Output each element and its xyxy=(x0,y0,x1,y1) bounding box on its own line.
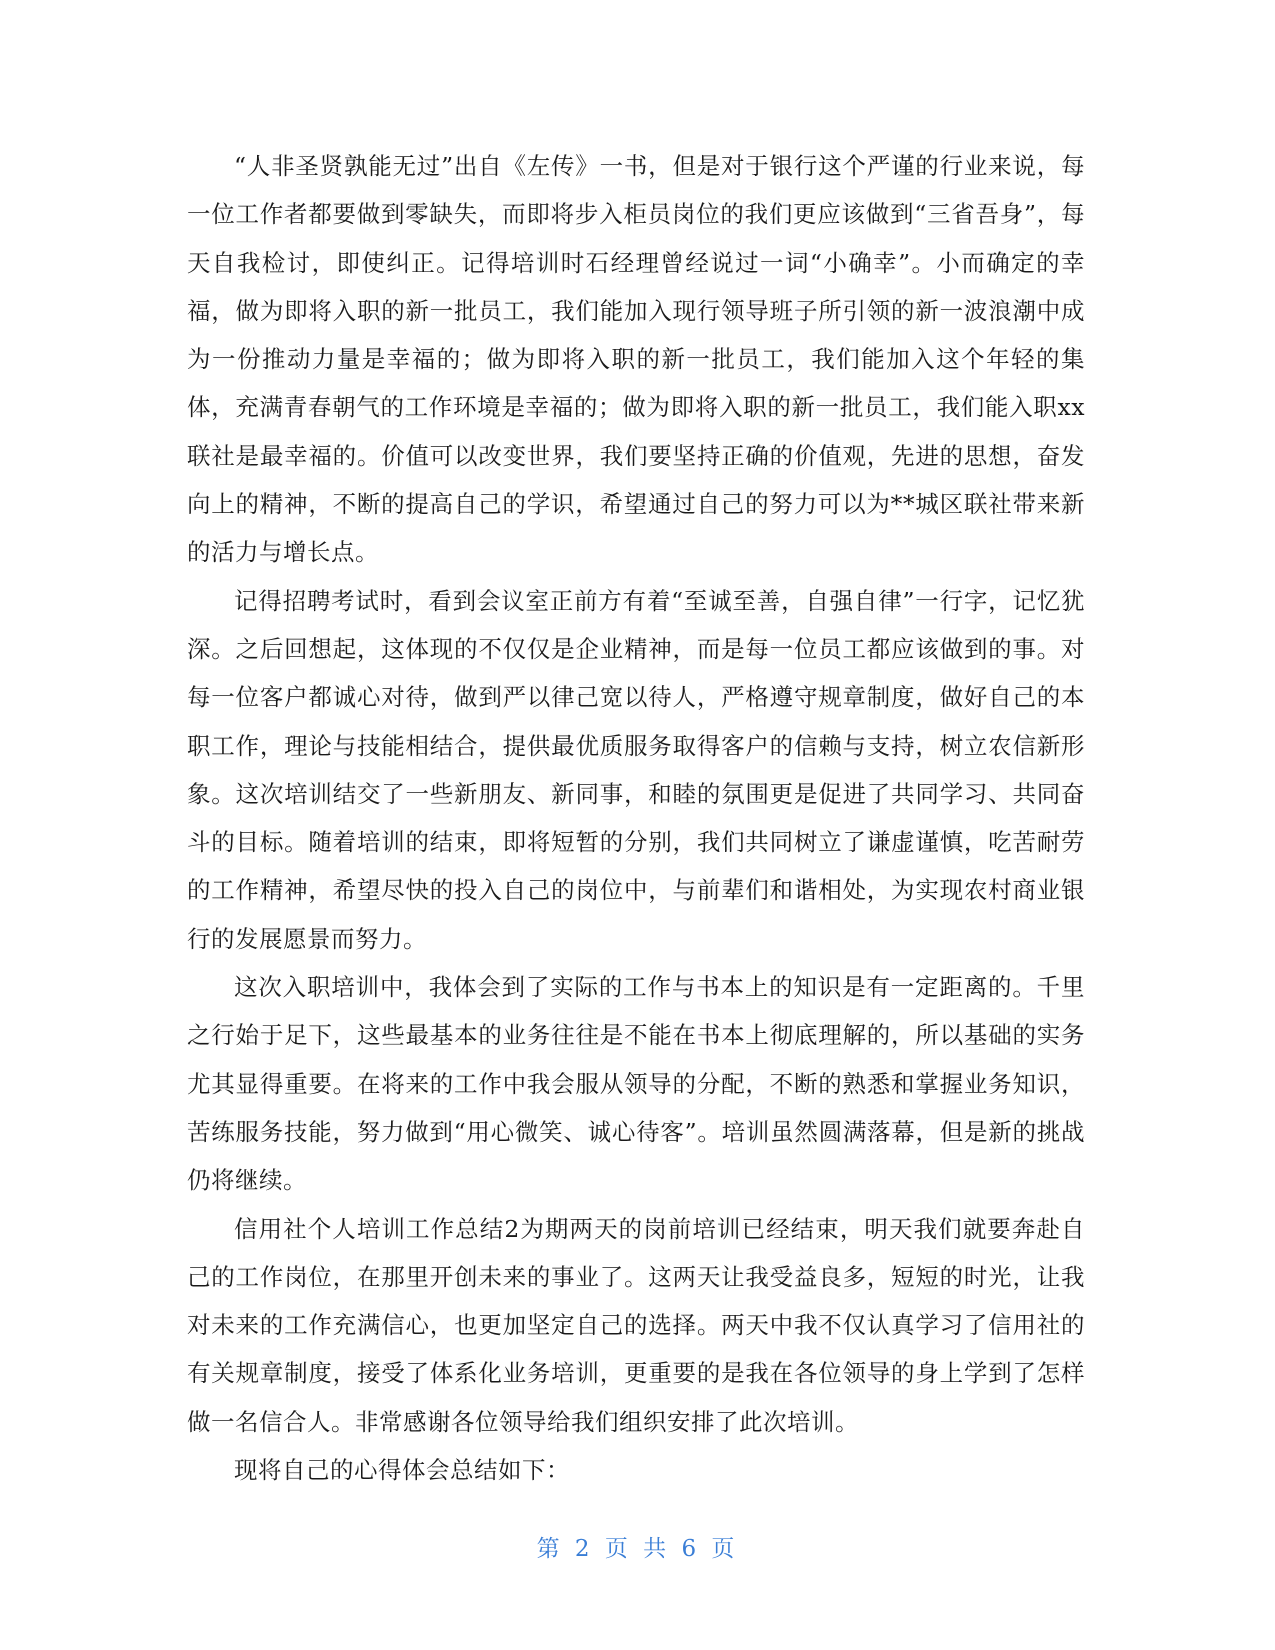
document-body xyxy=(187,142,1085,1494)
page-number-footer: 第 2 页 共 6 页 xyxy=(536,1536,739,1562)
paragraph-5: 现将自己的心得体会总结如下： xyxy=(234,1456,570,1485)
paragraph-2: 记得招聘考试时，看到会议室正前方有着“至诚至善，自强自律”一行字，记忆犹深。之后回想起，这体现的不仅仅是企业精神，而是每一位员工都应该做到的事。对每一位客户都诚心对待，做到严以律己宽以待人，严格遵守规章制度，做好自己的本职工作，理论与技能相结合，提供最优质服务取得客户的信赖与支持，树立农信新形象。这次培训结交了一些新朋友、新同事，和睦的氛围更是促进了共同学习、共同奋斗的目标。随着培训的结束，即将短暂的分别，我们共同树立了谦虚谨慎，吃苦耐劳的工作精神，希望尽快的投入自己的岗位中，与前辈们和谐相处，为实现农村商业银行的发展愿景而努力。 xyxy=(187,586,1085,953)
paragraph-4: 信用社个人培训工作总结2为期两天的岗前培训已经结束，明天我们就要奔赴自己的工作岗位，在那里开创未来的事业了。这两天让我受益良多，短短的时光，让我对未来的工作充满信心，也更加坚定自己的选择。两天中我不仅认真学习了信用社的有关规章制度，接受了体系化业务培训，更重要的是我在各位领导的身上学到了怎样做一名信合人。非常感谢各位领导给我们组织安排了此次培训。 xyxy=(187,1214,1085,1436)
paragraph-1: “人非圣贤孰能无过”出自《左传》一书，但是对于银行这个严谨的行业来说，每一位工作者都要做到零缺失，而即将步入柜员岗位的我们更应该做到“三省吾身”，每天自我检讨，即使纠正。记得培训时石经理曾经说过一词“小确幸”。小而确定的幸福，做为即将入职的新一批员工，我们能加入现行领导班子所引领的新一波浪潮中成为一份推动力量是幸福的；做为即将入职的新一批员工，我们能加入这个年轻的集体，充满青春朝气的工作环境是幸福的；做为即将入职的新一批员工，我们能入职xx联社是最幸福的。价值可以改变世界，我们要坚持正确的价值观，先进的思想，奋发向上的精神，不断的提高自己的学识，希望通过自己的努力可以为**城区联社带来新的活力与增长点。 xyxy=(187,152,1085,567)
paragraph-3: 这次入职培训中，我体会到了实际的工作与书本上的知识是有一定距离的。千里之行始于足下，这些最基本的业务往往是不能在书本上彻底理解的，所以基础的实务尤其显得重要。在将来的工作中我会服从领导的分配，不断的熟悉和掌握业务知识，苦练服务技能，努力做到“用心微笑、诚心待客”。培训虽然圆满落幕，但是新的挑战仍将继续。 xyxy=(187,973,1085,1195)
